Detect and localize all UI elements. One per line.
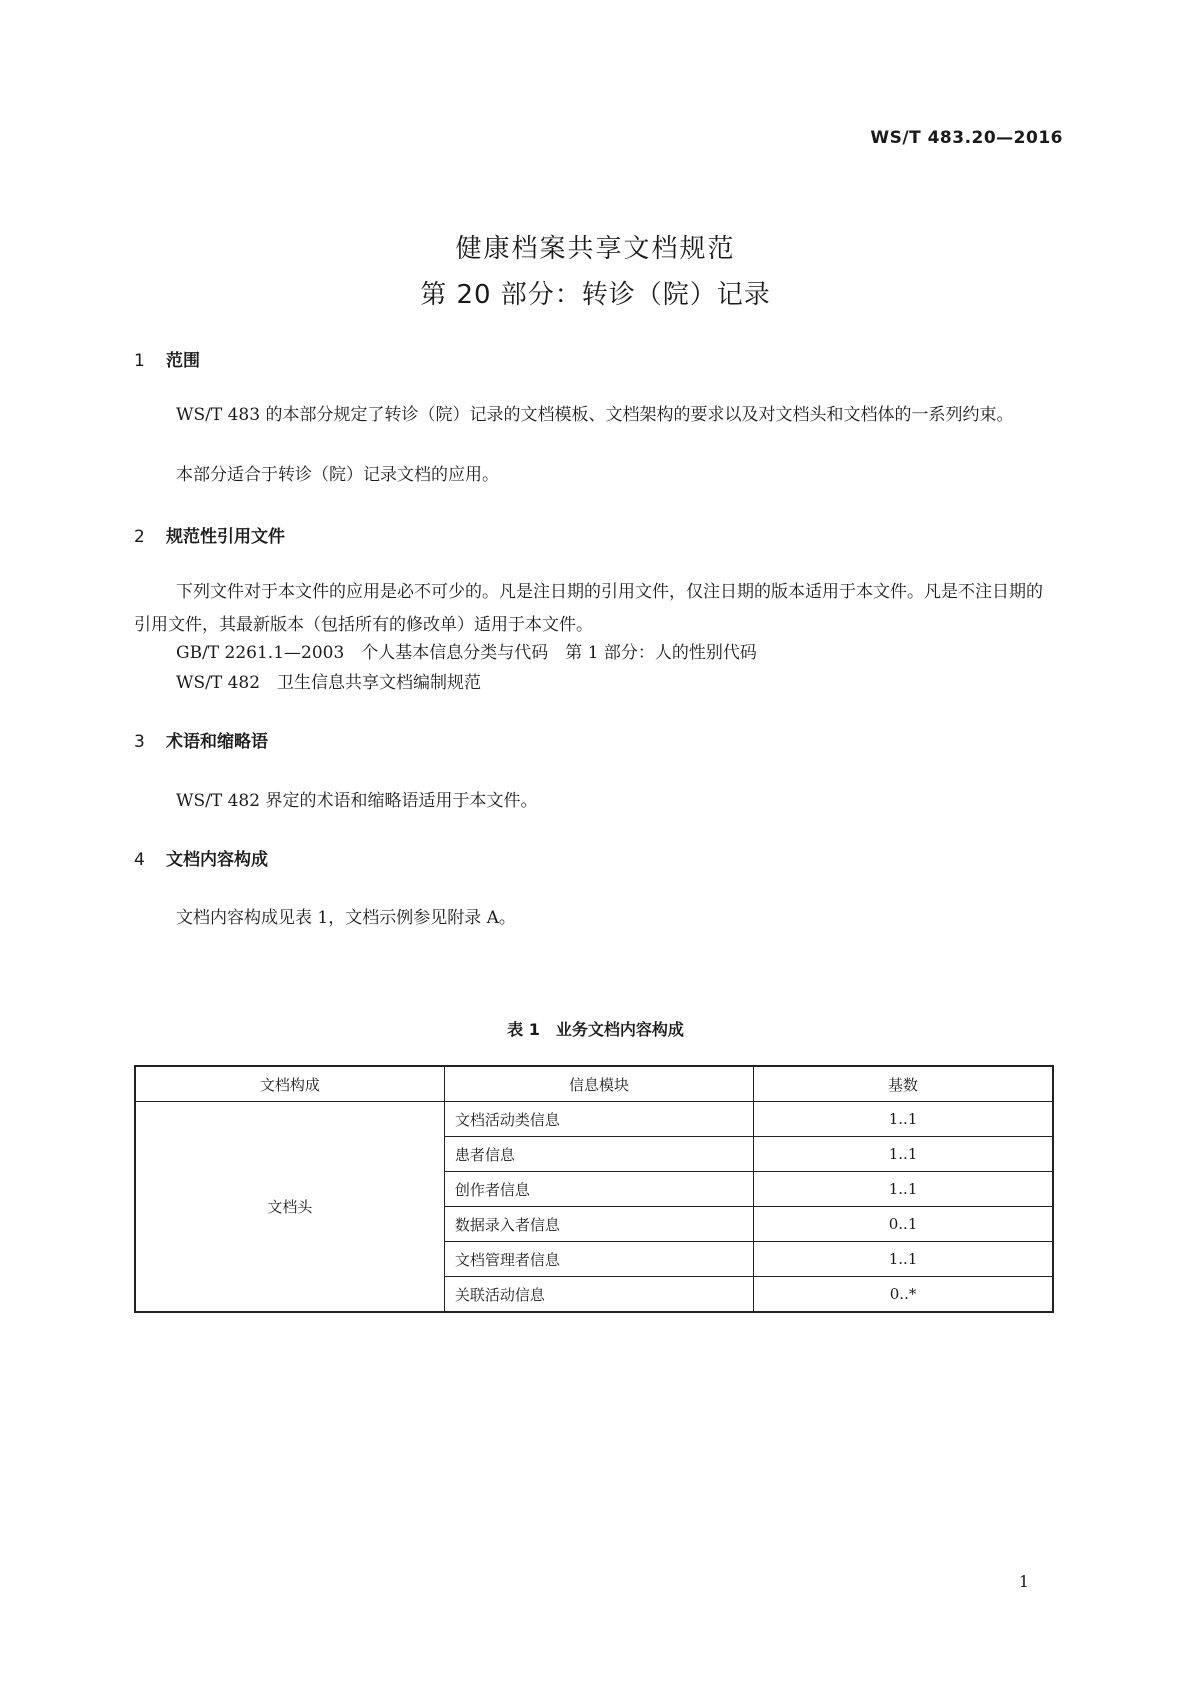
section-title: 术语和缩略语 (166, 732, 268, 752)
reference-item: WS/T 482 卫生信息共享文档编制规范 (176, 673, 482, 693)
content-structure-paragraph: 文档内容构成见表 1，文档示例参见附录 A。 (176, 908, 516, 928)
table-module-cell: 关联活动信息 (444, 1277, 753, 1313)
section-title: 规范性引用文件 (166, 527, 285, 547)
document-subtitle: 第 20 部分：转诊（院）记录 (420, 280, 771, 310)
reference-item: GB/T 2261.1—2003 个人基本信息分类与代码 第 1 部分：人的性别代码 (176, 643, 757, 663)
section-number: 3 (134, 732, 145, 752)
terms-paragraph: WS/T 482 界定的术语和缩略语适用于本文件。 (176, 791, 538, 811)
table-cardinality-cell: 1..1 (754, 1242, 1053, 1277)
table-module-cell: 患者信息 (444, 1137, 753, 1172)
table-group-cell: 文档头 (135, 1102, 444, 1313)
table-cardinality-cell: 1..1 (754, 1102, 1053, 1137)
standard-code: WS/T 483.20—2016 (870, 128, 1063, 148)
table-module-cell: 文档活动类信息 (444, 1102, 753, 1137)
table-module-cell: 数据录入者信息 (444, 1207, 753, 1242)
table-header-cell: 信息模块 (444, 1066, 753, 1102)
table-header-row (135, 1066, 1053, 1102)
section-heading-normative-references (134, 522, 285, 547)
table-cardinality-cell: 0..* (754, 1277, 1053, 1313)
table-caption: 表 1 业务文档内容构成 (507, 1020, 684, 1039)
section-number: 1 (134, 351, 145, 371)
section-heading-terms (134, 727, 268, 752)
table-row (135, 1102, 1053, 1137)
section-heading-content-structure (134, 845, 268, 870)
page-number: 1 (1018, 1572, 1029, 1591)
section-number: 4 (134, 850, 145, 870)
section-title: 文档内容构成 (166, 850, 268, 870)
table-cardinality-cell: 1..1 (754, 1172, 1053, 1207)
references-intro: 下列文件对于本文件的应用是必不可少的。凡是注日期的引用文件，仅注日期的版本适用于本文件。凡是不注日期的引用文件，其最新版本（包括所有的修改单）适用于本文件。 (134, 582, 1043, 635)
table-cardinality-cell: 1..1 (754, 1137, 1053, 1172)
scope-paragraph: WS/T 483 的本部分规定了转诊（院）记录的文档模板、文档架构的要求以及对文档头和文档体的一系列约束。 (176, 405, 1014, 425)
table-header-cell: 基数 (754, 1066, 1053, 1102)
table-module-cell: 创作者信息 (444, 1172, 753, 1207)
section-number: 2 (134, 527, 145, 547)
table-module-cell: 文档管理者信息 (444, 1242, 753, 1277)
section-heading-scope (134, 346, 200, 371)
content-structure-table (134, 1065, 1054, 1313)
document-title: 健康档案共享文档规范 (455, 234, 736, 264)
section-title: 范围 (166, 351, 200, 371)
scope-applicability: 本部分适合于转诊（院）记录文档的应用。 (176, 465, 499, 485)
table-header-cell: 文档构成 (135, 1066, 444, 1102)
table-cardinality-cell: 0..1 (754, 1207, 1053, 1242)
